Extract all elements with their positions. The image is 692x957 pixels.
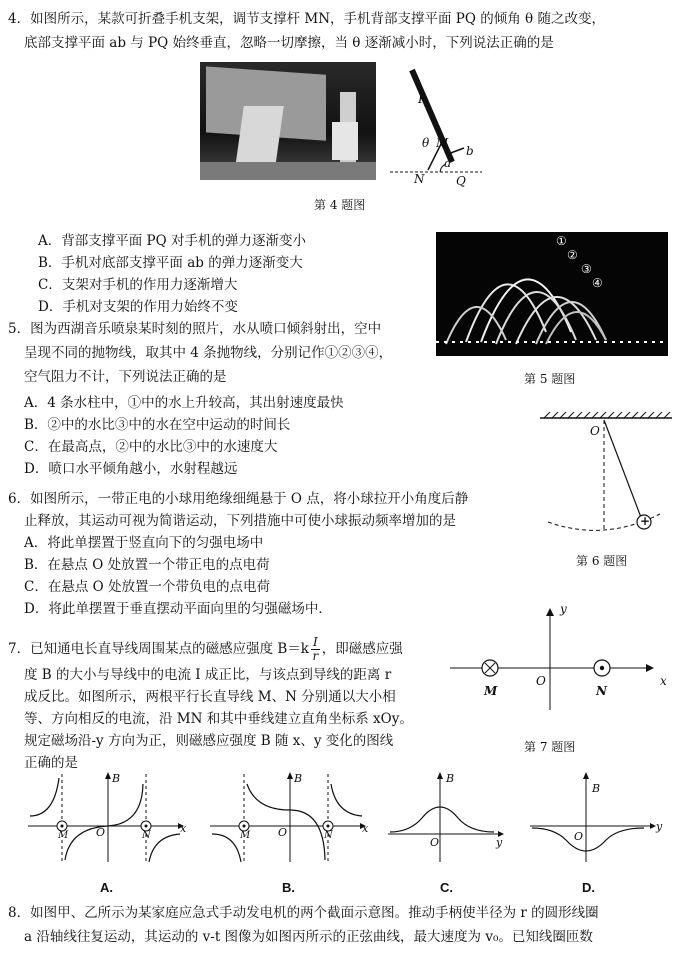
q7-graph-a-m-label: M: [58, 830, 69, 841]
q7-label-o: O: [536, 674, 546, 688]
q5-label-2: ②: [567, 248, 578, 262]
q7-graph-b-x-label: x: [362, 822, 369, 835]
q6-pendulum-diagram: [536, 410, 676, 540]
q7-label-y: y: [560, 602, 567, 616]
q6-option-d: D．将此单摆置于垂直摆动平面向里的匀强磁场中．: [24, 601, 332, 617]
q7-option-a-letter: A.: [100, 880, 113, 895]
q4-option-b: B．手机对底部支撑平面 ab 的弹力逐渐变大: [38, 255, 303, 271]
q7-label-n: N: [596, 684, 607, 698]
q7-stem-line-5: 规定磁场沿-y 方向为正，则磁感应强度 B 随 x、y 变化的图线: [24, 733, 394, 749]
q5-label-3: ③: [581, 262, 592, 276]
q7-caption: 第 7 题图: [524, 740, 576, 754]
q5-stem-line-2: 呈现不同的抛物线，取其中 4 条抛物线，分别记作①②③④，: [24, 345, 393, 361]
q7-graph-a-x-label: x: [180, 822, 187, 835]
q4-label-b: b: [466, 144, 474, 158]
q4-label-theta: θ: [422, 136, 430, 150]
q7-graph-b-b-label: B: [294, 772, 303, 785]
q7-graph-a-n-label: N: [142, 830, 151, 841]
q5-label-1: ①: [556, 234, 567, 248]
q6-stem-line-1: 6．如图所示，一带正电的小球用绝缘细绳悬于 O 点，将小球拉开小角度后静: [8, 491, 469, 507]
q5-option-b: B．②中的水比③中的水在空中运动的时间长: [24, 417, 291, 433]
q4-stem-line-1: 4．如图所示，某款可折叠手机支架，调节支撑杆 MN，手机背部支撑平面 PQ 的倾角 θ 随之改变，: [8, 11, 605, 27]
q7-graph-d-y-label: y: [656, 820, 663, 833]
q7-stem-line-1: [8, 628, 403, 662]
q4-option-a: A．背部支撑平面 PQ 对手机的弹力逐渐变小: [38, 233, 306, 249]
q7-fraction-den: r: [312, 649, 319, 663]
q6-option-b: B．在悬点 O 处放置一个带正电的点电荷: [24, 557, 270, 573]
q8-stem-line-1: 8．如图甲、乙所示为某家庭应急式手动发电机的两个截面示意图。推动手柄使半径为 r 的圆形线圈: [8, 905, 599, 921]
q5-option-a: A．4 条水柱中，①中的水上升较高，其出射速度最快: [24, 395, 344, 411]
q7-graph-c-b-label: B: [446, 772, 455, 785]
q7-axes-diagram: [446, 606, 662, 716]
q6-option-a: A．将此单摆置于竖直向下的匀强电场中: [24, 535, 264, 551]
q5-stem-line-3: 空气阻力不计，下列说法正确的是: [24, 369, 227, 385]
q7-graph-a-o-label: O: [96, 826, 106, 839]
q4-caption: 第 4 题图: [314, 198, 366, 212]
q7-option-b-letter: B.: [282, 880, 295, 895]
q4-label-p: P: [418, 92, 427, 106]
q6-label-o: O: [590, 424, 600, 438]
q7-graph-a: [24, 770, 190, 866]
q5-caption: 第 5 题图: [524, 372, 576, 386]
q5-option-c: C．在最高点，②中的水比③中的水速度大: [24, 439, 278, 455]
q7-graph-c-y-label: y: [496, 836, 503, 849]
q7-graph-b-n-label: N: [324, 830, 333, 841]
q7-stem-line-3: 成反比。如图所示，两根平行长直导线 M、N 分别通以大小相: [24, 689, 396, 705]
q7-stem-line-1a: 7．已知通电长直导线周围某点的磁感应强度 B＝k: [8, 641, 309, 657]
q7-stem-line-6: 正确的是: [24, 755, 78, 771]
q6-caption: 第 6 题图: [576, 554, 628, 568]
q7-fraction-num: I: [312, 635, 318, 649]
q7-label-m: M: [484, 684, 498, 698]
q4-option-c: C．支架对手机的作用力逐渐增大: [38, 277, 238, 293]
q6-label-plus: +: [640, 514, 651, 528]
q4-stem-line-2: 底部支撑平面 ab 与 PQ 始终垂直，忽略一切摩擦，当 θ 逐渐减小时，下列说法正确的是: [24, 35, 554, 51]
q7-option-c-letter: C.: [440, 880, 453, 895]
q7-graph-d-o-label: O: [574, 830, 584, 843]
q7-graph-c-o-label: O: [430, 836, 440, 849]
q7-option-d-letter: D.: [582, 880, 595, 895]
q5-fountain-photo: [436, 232, 668, 356]
q7-stem-line-2: 度 B 的大小与导线中的电流 I 成正比，与该点到导线的距离 r: [24, 667, 392, 683]
q7-label-x: x: [660, 674, 667, 688]
q5-label-4: ④: [592, 276, 603, 290]
q8-stem-line-2: a 沿轴线往复运动，其运动的 v-t 图像为如图丙所示的正弦曲线，最大速度为 v₀。已知线圈匝数: [24, 929, 593, 945]
q5-option-d: D．喷口水平倾角越小，水射程越远: [24, 461, 238, 477]
q7-graph-b-o-label: O: [278, 826, 288, 839]
q7-graph-d-b-label: B: [592, 782, 601, 795]
q4-phone-stand-photo: [200, 62, 376, 180]
q7-graph-b-m-label: M: [240, 830, 251, 841]
q4-label-a: a: [444, 156, 452, 170]
q7-graph-b: [206, 770, 372, 866]
q4-label-n: N: [414, 172, 425, 186]
q4-option-d: D．手机对支架的作用力始终不变: [38, 299, 238, 315]
q4-label-m: M: [436, 136, 449, 150]
q7-stem-line-4: 等、方向相反的电流，沿 MN 和其中垂线建立直角坐标系 xOy。: [24, 711, 413, 727]
q7-fraction: [311, 636, 320, 663]
q6-stem-line-2: 止释放，其运动可视为简谐运动，下列措施中可使小球振动频率增加的是: [24, 513, 456, 529]
q5-stem-line-1: 5．图为西湖音乐喷泉某时刻的照片，水从喷口倾斜射出，空中: [8, 321, 382, 337]
q4-label-q: Q: [456, 174, 466, 188]
q7-stem-line-1b: ，即磁感应强: [321, 641, 403, 657]
q6-option-c: C．在悬点 O 处放置一个带负电的点电荷: [24, 579, 270, 595]
q4-stand-diagram: [382, 62, 490, 190]
q7-graph-a-b-label: B: [112, 772, 121, 785]
